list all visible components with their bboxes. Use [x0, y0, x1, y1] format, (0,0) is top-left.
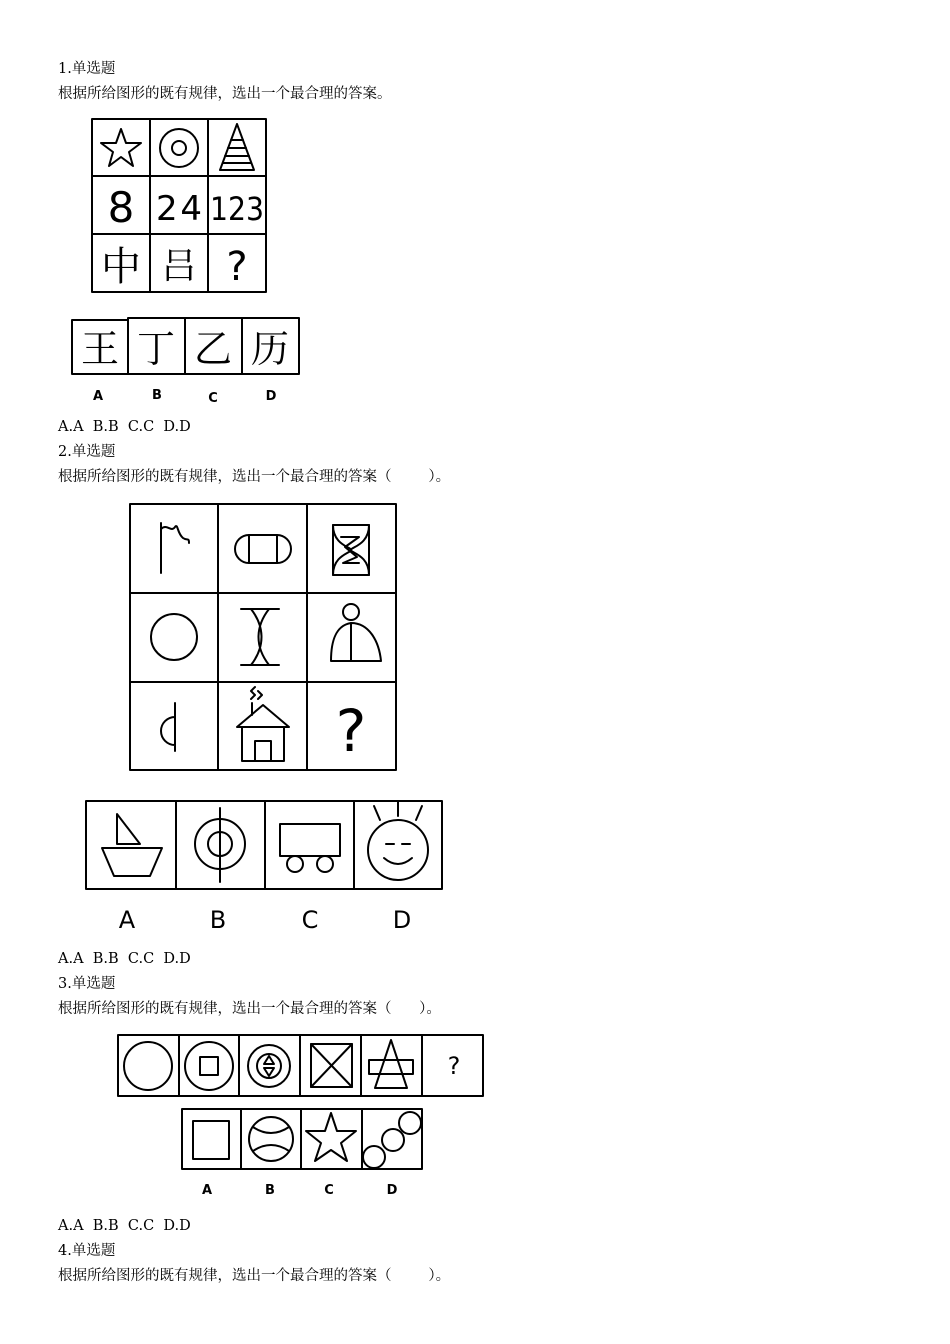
hourglass-icon — [241, 609, 279, 665]
crossed-square-icon — [311, 1044, 352, 1087]
q1-option-d-glyph: 历 — [250, 327, 290, 371]
q3-label-a: A — [201, 1183, 213, 1198]
flag-icon — [161, 523, 189, 573]
circle-with-line-icon — [195, 808, 245, 882]
q1-grid-glyph-24: 24 — [156, 189, 202, 229]
q2-label-d: D — [392, 906, 412, 934]
q2-label-b: B — [209, 906, 227, 934]
three-circles-icon — [363, 1112, 421, 1168]
q1-grid-glyph-lv: 吕 — [160, 246, 198, 287]
q3-choices: A.A B.B C.C D.D — [58, 1218, 191, 1234]
q1-type: 1.单选题 — [58, 61, 116, 77]
q3-type: 3.单选题 — [58, 976, 116, 992]
half-circle-icon — [161, 703, 175, 751]
q1-label-c: C — [208, 391, 218, 406]
circle-icon — [124, 1042, 172, 1090]
q2-type: 2.单选题 — [58, 444, 116, 460]
q2-options — [84, 800, 444, 936]
q2-choices: A.A B.B C.C D.D — [58, 951, 191, 967]
q1-grid-glyph-123: 123 — [210, 190, 264, 228]
hourglass-box-icon — [333, 525, 369, 575]
dome-figure-icon — [331, 604, 381, 661]
q1-puzzle-grid — [91, 118, 267, 294]
star-icon — [101, 129, 141, 166]
q1-label-a: A — [92, 389, 104, 404]
q2-puzzle-grid — [129, 503, 397, 771]
q4-type: 4.单选题 — [58, 1243, 116, 1259]
house-icon — [237, 687, 289, 761]
q3-options — [181, 1105, 425, 1201]
q1-grid-question-mark: ? — [226, 244, 248, 290]
sun-face-icon — [368, 802, 428, 880]
concentric-circles-icon — [160, 129, 198, 167]
q1-option-c-glyph: 乙 — [193, 327, 233, 371]
q4-prompt: 根据所给图形的既有规律，选出一个最合理的答案（ ）。 — [58, 1268, 451, 1284]
q3-prompt: 根据所给图形的既有规律，选出一个最合理的答案（ ）。 — [58, 1001, 441, 1017]
q2-label-c: C — [301, 906, 319, 934]
q1-label-d: D — [265, 389, 277, 404]
capsule-icon — [235, 535, 291, 563]
square-icon — [193, 1121, 229, 1159]
q3-label-b: B — [265, 1183, 275, 1198]
q1-grid-glyph-zhong: 中 — [101, 244, 141, 290]
q1-option-a-glyph: 王 — [80, 327, 120, 371]
circle-icon — [151, 614, 197, 660]
q3-sequence-question-mark: ? — [447, 1052, 461, 1080]
tennis-ball-icon — [249, 1117, 293, 1161]
q1-label-b: B — [152, 388, 162, 403]
q2-label-a: A — [118, 906, 136, 934]
q2-prompt: 根据所给图形的既有规律，选出一个最合理的答案（ ）。 — [58, 469, 451, 485]
q1-grid-glyph-8: 8 — [107, 183, 135, 232]
q3-label-d: D — [386, 1183, 398, 1198]
q1-options — [71, 317, 301, 407]
q1-option-b-glyph: 丁 — [136, 327, 176, 371]
cart-icon — [280, 824, 340, 872]
circle-double-triangle-icon — [248, 1045, 290, 1087]
q3-sequence-row — [117, 1034, 485, 1098]
q1-choices: A.A B.B C.C D.D — [58, 419, 191, 435]
circle-square-icon — [185, 1042, 233, 1090]
q3-label-c: C — [324, 1183, 334, 1198]
sailboat-icon — [102, 814, 162, 876]
q1-prompt: 根据所给图形的既有规律，选出一个最合理的答案。 — [58, 86, 392, 102]
striped-triangle-icon — [220, 124, 254, 170]
q2-grid-question-mark: ? — [335, 697, 367, 765]
star-icon — [306, 1113, 356, 1161]
triangle-rectangle-icon — [369, 1040, 413, 1088]
